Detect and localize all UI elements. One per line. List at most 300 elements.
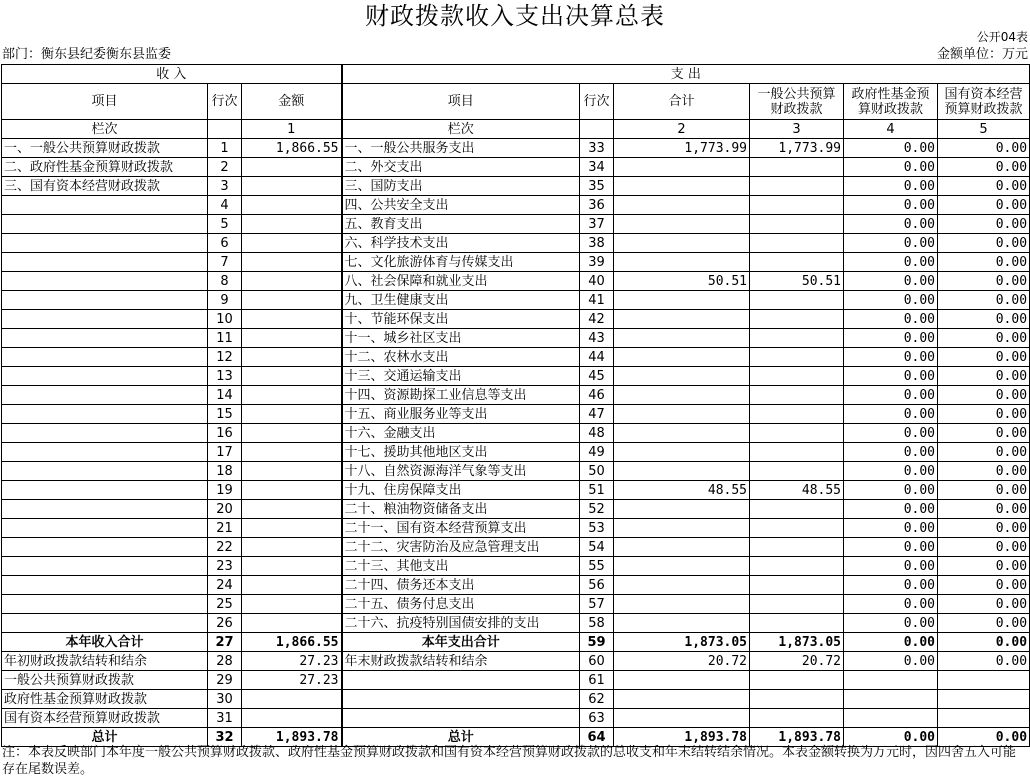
expense-item: 八、社会保障和就业支出 — [342, 272, 580, 291]
state-capital-amount: 0.00 — [938, 310, 1030, 329]
general-budget-amount — [750, 576, 844, 595]
general-budget-amount — [750, 462, 844, 481]
table-row — [2, 690, 1030, 709]
table-row — [2, 234, 1030, 253]
fund-budget-amount: 0.00 — [844, 443, 938, 462]
state-capital-amount: 0.00 — [938, 481, 1030, 500]
expense-row-no: 48 — [580, 424, 614, 443]
expense-row-no: 34 — [580, 158, 614, 177]
income-row-no: 13 — [208, 367, 242, 386]
expense-item: 二、外交支出 — [342, 158, 580, 177]
income-row-no: 22 — [208, 538, 242, 557]
fund-budget-amount: 0.00 — [844, 519, 938, 538]
income-item — [2, 500, 208, 519]
expense-row-no: 64 — [580, 728, 614, 747]
income-item — [2, 272, 208, 291]
income-item — [2, 196, 208, 215]
state-capital-amount: 0.00 — [938, 253, 1030, 272]
table-row — [2, 348, 1030, 367]
income-amount: 1,866.55 — [242, 633, 342, 652]
income-section-header: 收 入 — [2, 65, 342, 84]
total-amount — [614, 500, 750, 519]
expense-row-no: 41 — [580, 291, 614, 310]
table-row — [2, 595, 1030, 614]
income-item — [2, 367, 208, 386]
state-capital-amount: 0.00 — [938, 196, 1030, 215]
fund-budget-amount: 0.00 — [844, 272, 938, 291]
expense-row-no: 60 — [580, 652, 614, 671]
income-amount — [242, 158, 342, 177]
fund-budget-amount: 0.00 — [844, 614, 938, 633]
total-amount — [614, 595, 750, 614]
expense-row-no: 62 — [580, 690, 614, 709]
expense-item: 四、公共安全支出 — [342, 196, 580, 215]
income-amount — [242, 367, 342, 386]
expense-row-no: 37 — [580, 215, 614, 234]
fund-budget-amount: 0.00 — [844, 253, 938, 272]
general-budget-amount — [750, 424, 844, 443]
income-item: 一般公共预算财政拨款 — [2, 671, 208, 690]
state-capital-amount: 0.00 — [938, 348, 1030, 367]
general-budget-amount: 1,773.99 — [750, 139, 844, 158]
income-item — [2, 424, 208, 443]
expense-section-header: 支 出 — [342, 65, 1030, 84]
income-item — [2, 557, 208, 576]
income-amount — [242, 253, 342, 272]
fund-budget-amount: 0.00 — [844, 234, 938, 253]
total-header: 合计 — [614, 84, 750, 120]
income-row-no: 21 — [208, 519, 242, 538]
expense-item: 三、国防支出 — [342, 177, 580, 196]
income-amount — [242, 291, 342, 310]
income-row-no: 17 — [208, 443, 242, 462]
col-3: 3 — [750, 120, 844, 139]
total-amount — [614, 177, 750, 196]
expense-row-no: 57 — [580, 595, 614, 614]
total-amount — [614, 158, 750, 177]
income-item — [2, 310, 208, 329]
total-amount — [614, 614, 750, 633]
expense-row-no: 43 — [580, 329, 614, 348]
fund-budget-amount: 0.00 — [844, 367, 938, 386]
state-capital-amount: 0.00 — [938, 329, 1030, 348]
expense-row-no: 61 — [580, 671, 614, 690]
income-item — [2, 386, 208, 405]
state-capital-amount: 0.00 — [938, 291, 1030, 310]
total-amount: 20.72 — [614, 652, 750, 671]
income-amount — [242, 272, 342, 291]
income-item — [2, 234, 208, 253]
table-row — [2, 709, 1030, 728]
state-capital-amount: 0.00 — [938, 158, 1030, 177]
total-amount: 1,873.05 — [614, 633, 750, 652]
expense-item: 二十三、其他支出 — [342, 557, 580, 576]
state-capital-amount: 0.00 — [938, 538, 1030, 557]
table-row — [2, 253, 1030, 272]
income-row-no: 7 — [208, 253, 242, 272]
state-capital-header: 国有资本经营预算财政拨款 — [938, 84, 1030, 120]
expense-row-no: 59 — [580, 633, 614, 652]
income-amount — [242, 386, 342, 405]
income-row-no: 1 — [208, 139, 242, 158]
expense-item: 二十六、抗疫特别国债安排的支出 — [342, 614, 580, 633]
fund-budget-amount: 0.00 — [844, 348, 938, 367]
income-row-no: 23 — [208, 557, 242, 576]
total-amount: 50.51 — [614, 272, 750, 291]
total-amount — [614, 215, 750, 234]
expense-row-no: 45 — [580, 367, 614, 386]
total-amount — [614, 557, 750, 576]
general-budget-header: 一般公共预算财政拨款 — [750, 84, 844, 120]
income-amount — [242, 557, 342, 576]
table-row — [2, 443, 1030, 462]
state-capital-amount: 0.00 — [938, 443, 1030, 462]
expense-row-no: 46 — [580, 386, 614, 405]
fund-budget-amount — [844, 690, 938, 709]
expense-row-no: 54 — [580, 538, 614, 557]
general-budget-amount — [750, 253, 844, 272]
expense-row-no: 33 — [580, 139, 614, 158]
footnote: 注：本表反映部门本年度一般公共预算财政拨款、政府性基金预算财政拨款和国有资本经营预算财政拨款的总收支和年末结转结余情况。本表金额转换为万元时，因四舍五入可能存在尾数误差。 — [2, 745, 1017, 777]
income-item — [2, 481, 208, 500]
table-row — [2, 158, 1030, 177]
expense-item: 二十、粮油物资储备支出 — [342, 500, 580, 519]
state-capital-amount: 0.00 — [938, 424, 1030, 443]
fund-budget-amount: 0.00 — [844, 595, 938, 614]
state-capital-amount: 0.00 — [938, 234, 1030, 253]
general-budget-amount — [750, 614, 844, 633]
state-capital-amount: 0.00 — [938, 595, 1030, 614]
income-amount: 1,893.78 — [242, 728, 342, 747]
expense-item: 十一、城乡社区支出 — [342, 329, 580, 348]
fund-budget-amount — [844, 709, 938, 728]
state-capital-amount — [938, 690, 1030, 709]
general-budget-amount — [750, 386, 844, 405]
income-item: 三、国有资本经营财政拨款 — [2, 177, 208, 196]
expense-row-no: 50 — [580, 462, 614, 481]
col-label-2: 栏次 — [342, 120, 580, 139]
fund-budget-amount: 0.00 — [844, 652, 938, 671]
income-amount — [242, 690, 342, 709]
general-budget-amount — [750, 538, 844, 557]
total-amount — [614, 348, 750, 367]
income-item — [2, 576, 208, 595]
total-amount — [614, 386, 750, 405]
income-amount — [242, 709, 342, 728]
table-row — [2, 671, 1030, 690]
fund-budget-header: 政府性基金预算财政拨款 — [844, 84, 938, 120]
income-row-no: 31 — [208, 709, 242, 728]
expense-row-no: 49 — [580, 443, 614, 462]
total-amount — [614, 576, 750, 595]
general-budget-amount: 48.55 — [750, 481, 844, 500]
expense-row-no: 38 — [580, 234, 614, 253]
expense-item-header: 项目 — [342, 84, 580, 120]
general-budget-amount — [750, 690, 844, 709]
income-amount — [242, 595, 342, 614]
income-amount — [242, 405, 342, 424]
table-row — [2, 633, 1030, 652]
income-row-no: 12 — [208, 348, 242, 367]
income-amount — [242, 462, 342, 481]
total-amount — [614, 196, 750, 215]
income-amount — [242, 481, 342, 500]
col-2: 2 — [614, 120, 750, 139]
income-item — [2, 595, 208, 614]
expense-row-no: 44 — [580, 348, 614, 367]
table-row — [2, 215, 1030, 234]
income-amount — [242, 576, 342, 595]
income-amount — [242, 500, 342, 519]
income-amount — [242, 538, 342, 557]
fund-budget-amount: 0.00 — [844, 291, 938, 310]
expense-item: 二十二、灾害防治及应急管理支出 — [342, 538, 580, 557]
income-item — [2, 614, 208, 633]
income-item — [2, 462, 208, 481]
expense-item: 十、节能环保支出 — [342, 310, 580, 329]
income-item: 二、政府性基金预算财政拨款 — [2, 158, 208, 177]
department-label: 部门：衡东县纪委衡东县监委 — [2, 47, 172, 62]
income-amount — [242, 215, 342, 234]
income-row-no: 4 — [208, 196, 242, 215]
expense-row-no: 56 — [580, 576, 614, 595]
expense-item: 五、教育支出 — [342, 215, 580, 234]
state-capital-amount: 0.00 — [938, 728, 1030, 747]
expense-row-no: 39 — [580, 253, 614, 272]
expense-row-no: 51 — [580, 481, 614, 500]
general-budget-amount — [750, 234, 844, 253]
state-capital-amount: 0.00 — [938, 462, 1030, 481]
state-capital-amount: 0.00 — [938, 519, 1030, 538]
page-title: 财政拨款收入支出决算总表 — [365, 2, 665, 30]
total-amount — [614, 253, 750, 272]
expense-item: 六、科学技术支出 — [342, 234, 580, 253]
expense-item: 总计 — [342, 728, 580, 747]
table-row — [2, 500, 1030, 519]
fund-budget-amount: 0.00 — [844, 329, 938, 348]
expense-item: 二十四、债务还本支出 — [342, 576, 580, 595]
income-item: 国有资本经营预算财政拨款 — [2, 709, 208, 728]
expense-item: 十九、住房保障支出 — [342, 481, 580, 500]
state-capital-amount: 0.00 — [938, 405, 1030, 424]
total-amount — [614, 671, 750, 690]
total-amount: 48.55 — [614, 481, 750, 500]
expense-item: 十八、自然资源海洋气象等支出 — [342, 462, 580, 481]
col-5: 5 — [938, 120, 1030, 139]
expense-row-no: 55 — [580, 557, 614, 576]
table-row — [2, 177, 1030, 196]
general-budget-amount — [750, 158, 844, 177]
income-item: 一、一般公共预算财政拨款 — [2, 139, 208, 158]
general-budget-amount — [750, 348, 844, 367]
income-amount — [242, 329, 342, 348]
table-row — [2, 272, 1030, 291]
income-row-no: 9 — [208, 291, 242, 310]
state-capital-amount: 0.00 — [938, 614, 1030, 633]
total-amount — [614, 291, 750, 310]
income-amount — [242, 614, 342, 633]
total-amount — [614, 443, 750, 462]
fund-budget-amount: 0.00 — [844, 310, 938, 329]
fund-budget-amount: 0.00 — [844, 576, 938, 595]
total-amount — [614, 462, 750, 481]
header-row-section — [2, 65, 1030, 84]
expense-item — [342, 690, 580, 709]
expense-row-no: 52 — [580, 500, 614, 519]
income-item — [2, 405, 208, 424]
state-capital-amount: 0.00 — [938, 215, 1030, 234]
state-capital-amount: 0.00 — [938, 576, 1030, 595]
income-row-no: 16 — [208, 424, 242, 443]
expense-row-no: 35 — [580, 177, 614, 196]
income-item — [2, 329, 208, 348]
general-budget-amount: 50.51 — [750, 272, 844, 291]
income-row-no: 24 — [208, 576, 242, 595]
fund-budget-amount: 0.00 — [844, 538, 938, 557]
income-row-no: 26 — [208, 614, 242, 633]
income-row-no: 30 — [208, 690, 242, 709]
fund-budget-amount: 0.00 — [844, 728, 938, 747]
income-item — [2, 253, 208, 272]
expense-item: 二十五、债务付息支出 — [342, 595, 580, 614]
expense-item: 年末财政拨款结转和结余 — [342, 652, 580, 671]
table-row — [2, 538, 1030, 557]
income-amount — [242, 177, 342, 196]
state-capital-amount: 0.00 — [938, 386, 1030, 405]
income-row-no: 8 — [208, 272, 242, 291]
general-budget-amount — [750, 709, 844, 728]
general-budget-amount — [750, 310, 844, 329]
total-amount: 1,773.99 — [614, 139, 750, 158]
general-budget-amount — [750, 671, 844, 690]
expense-item: 十三、交通运输支出 — [342, 367, 580, 386]
table-row — [2, 519, 1030, 538]
income-amount — [242, 310, 342, 329]
col-4: 4 — [844, 120, 938, 139]
table-row — [2, 367, 1030, 386]
header-row-columns — [2, 84, 1030, 120]
income-row-no: 11 — [208, 329, 242, 348]
state-capital-amount: 0.00 — [938, 367, 1030, 386]
income-item — [2, 291, 208, 310]
general-budget-amount: 1,873.05 — [750, 633, 844, 652]
expense-item: 十二、农林水支出 — [342, 348, 580, 367]
income-row-no: 25 — [208, 595, 242, 614]
state-capital-amount — [938, 709, 1030, 728]
table-row — [2, 386, 1030, 405]
table-row — [2, 462, 1030, 481]
general-budget-amount — [750, 595, 844, 614]
general-budget-amount: 1,893.78 — [750, 728, 844, 747]
income-amount-header: 金额 — [242, 84, 342, 120]
fund-budget-amount: 0.00 — [844, 481, 938, 500]
fund-budget-amount: 0.00 — [844, 462, 938, 481]
general-budget-amount — [750, 519, 844, 538]
income-item: 本年收入合计 — [2, 633, 208, 652]
total-amount — [614, 405, 750, 424]
general-budget-amount — [750, 196, 844, 215]
table-row — [2, 652, 1030, 671]
income-row-no: 27 — [208, 633, 242, 652]
expense-row-no: 63 — [580, 709, 614, 728]
table-row — [2, 310, 1030, 329]
income-item: 政府性基金预算财政拨款 — [2, 690, 208, 709]
expense-item: 七、文化旅游体育与传媒支出 — [342, 253, 580, 272]
column-index-row — [2, 120, 1030, 139]
fund-budget-amount — [844, 671, 938, 690]
total-amount — [614, 234, 750, 253]
expense-item: 十四、资源勘探工业信息等支出 — [342, 386, 580, 405]
income-row-no: 32 — [208, 728, 242, 747]
expense-row-no: 47 — [580, 405, 614, 424]
income-amount — [242, 443, 342, 462]
general-budget-amount — [750, 177, 844, 196]
income-row-no: 5 — [208, 215, 242, 234]
fund-budget-amount: 0.00 — [844, 500, 938, 519]
income-row-no: 6 — [208, 234, 242, 253]
general-budget-amount — [750, 443, 844, 462]
col-blank — [208, 120, 242, 139]
total-amount — [614, 424, 750, 443]
income-row-no: 15 — [208, 405, 242, 424]
income-amount: 27.23 — [242, 652, 342, 671]
income-row-no: 2 — [208, 158, 242, 177]
table-row — [2, 405, 1030, 424]
income-amount — [242, 196, 342, 215]
state-capital-amount: 0.00 — [938, 633, 1030, 652]
income-row-no: 28 — [208, 652, 242, 671]
state-capital-amount: 0.00 — [938, 177, 1030, 196]
total-amount — [614, 367, 750, 386]
general-budget-amount — [750, 557, 844, 576]
expense-row-no: 42 — [580, 310, 614, 329]
income-row-no: 19 — [208, 481, 242, 500]
table-row — [2, 557, 1030, 576]
income-row-no: 29 — [208, 671, 242, 690]
income-item — [2, 519, 208, 538]
income-amount — [242, 424, 342, 443]
general-budget-amount — [750, 215, 844, 234]
general-budget-amount — [750, 329, 844, 348]
general-budget-amount — [750, 291, 844, 310]
total-amount — [614, 709, 750, 728]
total-amount: 1,893.78 — [614, 728, 750, 747]
income-item — [2, 443, 208, 462]
state-capital-amount: 0.00 — [938, 557, 1030, 576]
general-budget-amount: 20.72 — [750, 652, 844, 671]
table-row — [2, 291, 1030, 310]
expense-row-no: 40 — [580, 272, 614, 291]
unit-label: 金额单位：万元 — [936, 47, 1028, 62]
income-item — [2, 215, 208, 234]
col-label: 栏次 — [2, 120, 208, 139]
fund-budget-amount: 0.00 — [844, 215, 938, 234]
income-row-no-header: 行次 — [208, 84, 242, 120]
fund-budget-amount: 0.00 — [844, 196, 938, 215]
expense-item — [342, 671, 580, 690]
general-budget-amount — [750, 367, 844, 386]
table-row — [2, 139, 1030, 158]
expense-item: 九、卫生健康支出 — [342, 291, 580, 310]
expense-item: 十六、金融支出 — [342, 424, 580, 443]
total-amount — [614, 690, 750, 709]
fund-budget-amount: 0.00 — [844, 177, 938, 196]
general-budget-amount — [750, 405, 844, 424]
expense-row-no-header: 行次 — [580, 84, 614, 120]
expense-item — [342, 709, 580, 728]
income-amount — [242, 234, 342, 253]
income-item — [2, 538, 208, 557]
